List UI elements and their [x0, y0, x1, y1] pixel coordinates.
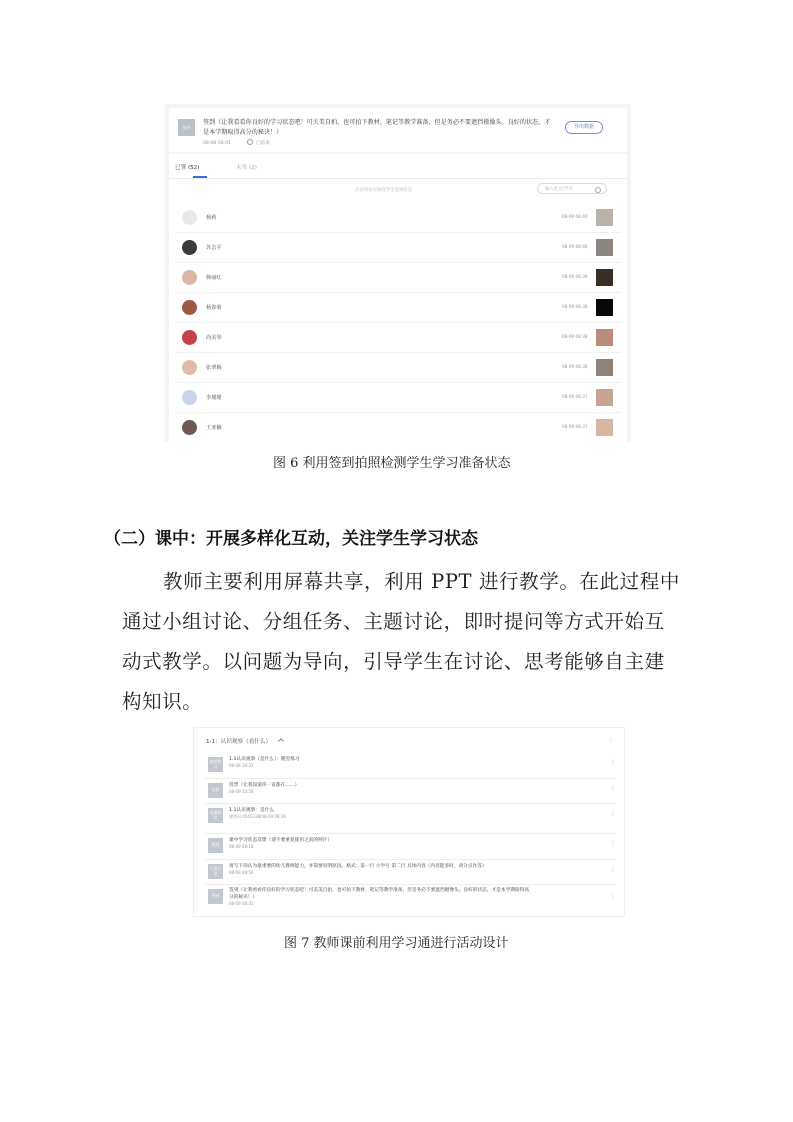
- signin-time: 08-09 08:38: [562, 304, 588, 309]
- more-icon[interactable]: ⋮: [610, 893, 616, 900]
- student-row[interactable]: [169, 323, 627, 353]
- student-row[interactable]: [169, 383, 627, 413]
- list-hint: 点击列表可修改学生签到状态: [355, 188, 413, 193]
- student-avatar: [182, 330, 197, 345]
- activity-item[interactable]: [194, 803, 625, 833]
- signin-time: 08-09 08:37: [562, 394, 588, 399]
- activity-title: 请写下你认为最重要的幼儿教师能力，并简要说明原因。格式：第一行 小学号 第二行 具体内容（内容能多时，请分点作答）: [229, 864, 487, 869]
- signin-photo[interactable]: [596, 359, 613, 376]
- student-name: 韩丽红: [206, 275, 222, 281]
- export-data-button[interactable]: 导出数据: [565, 121, 603, 134]
- activity-title: 1.1认识观察（是什么）：随堂练习: [229, 757, 300, 762]
- signin-photo[interactable]: [596, 299, 613, 316]
- signin-time: 08-09 08:39: [562, 274, 588, 279]
- more-icon[interactable]: ⋮: [610, 785, 616, 792]
- signin-time: 08-09 08:38: [562, 334, 588, 339]
- activity-time: 课堂码:4565338|08-09 08:36: [229, 814, 286, 819]
- student-row[interactable]: [169, 203, 627, 233]
- activity-time: 08-09 10:58: [229, 789, 254, 794]
- student-row[interactable]: [169, 413, 627, 442]
- student-name: 杨春菊: [206, 305, 222, 311]
- student-name: 杨莉: [206, 215, 217, 221]
- activity-type-badge: 投票: [208, 783, 223, 798]
- activity-title: 课中学习状态反馈（请不要重复使用之前的照片）: [229, 838, 333, 843]
- tab-signed[interactable]: 已签 (52): [175, 165, 200, 171]
- chevron-up-icon: [278, 738, 284, 744]
- student-avatar: [182, 210, 197, 225]
- chapter-header[interactable]: [206, 737, 283, 745]
- task-time: 08-08 08:41: [203, 141, 232, 146]
- student-name: 李瑾瑾: [206, 395, 222, 401]
- activity-item[interactable]: [194, 752, 625, 778]
- student-avatar: [182, 270, 197, 285]
- figure-6-caption: 图 6 利用签到拍照检测学生学习准备状态: [273, 456, 511, 471]
- tab-unsigned[interactable]: 未签 (2): [236, 165, 257, 171]
- search-icon: [595, 187, 601, 193]
- student-row[interactable]: [169, 233, 627, 263]
- more-icon[interactable]: ⋮: [610, 810, 616, 817]
- clock-icon: [247, 139, 253, 145]
- student-avatar: [182, 240, 197, 255]
- signin-photo[interactable]: [596, 239, 613, 256]
- activity-type-badge: 签到: [208, 838, 223, 853]
- activity-time: 08-09 08:18: [229, 844, 254, 849]
- student-name: 张翠梅: [206, 365, 222, 371]
- student-avatar: [182, 420, 197, 435]
- activity-title: 签到（让我看看你良好的学习状态吧！可美美自拍，也可拍下教材、笔记等教学准备，但是务必不要遮挡摄像头。良好的状态，才是本学期取得高分的秘诀！）: [229, 888, 530, 900]
- more-icon[interactable]: ⋮: [610, 840, 616, 847]
- task-meta: [203, 139, 270, 146]
- search-placeholder: 输入姓名/学号: [545, 187, 573, 192]
- signin-task-banner: [169, 108, 627, 152]
- figure-7-activity-screenshot: [193, 727, 625, 917]
- activity-title: 1.1认识观察：是什么: [229, 808, 274, 813]
- student-row[interactable]: [169, 263, 627, 293]
- signin-photo[interactable]: [596, 389, 613, 406]
- signin-list-panel: [169, 154, 627, 442]
- more-icon[interactable]: ⋮: [610, 759, 616, 766]
- tab-divider: [169, 178, 627, 179]
- activity-type-badge: 直播课堂: [208, 808, 223, 823]
- signin-time: 08-09 08:40: [562, 214, 588, 219]
- activity-type-badge: 随堂练习: [208, 757, 223, 772]
- student-name: 苏志平: [206, 245, 222, 251]
- activity-type-badge: 主题讨论: [208, 864, 223, 879]
- figure-7-caption: 图 7 教师课前利用学习通进行活动设计: [284, 936, 509, 951]
- chapter-title: 1-1：认识观察（看什么）: [206, 739, 272, 745]
- activity-item[interactable]: [194, 859, 625, 884]
- signin-photo[interactable]: [596, 269, 613, 286]
- student-row[interactable]: [169, 353, 627, 383]
- signin-time: 08-09 08:37: [562, 424, 588, 429]
- more-icon[interactable]: ⋮: [608, 737, 614, 744]
- student-avatar: [182, 300, 197, 315]
- activity-type-badge: 签到: [208, 889, 223, 904]
- student-name: 王亚楠: [206, 425, 222, 431]
- signin-photo[interactable]: [596, 329, 613, 346]
- student-avatar: [182, 360, 197, 375]
- student-avatar: [182, 390, 197, 405]
- activity-item[interactable]: [194, 833, 625, 859]
- signin-time: 08-09 08:38: [562, 364, 588, 369]
- signin-photo[interactable]: [596, 209, 613, 226]
- task-title: 签到（让我看看你良好的学习状态吧！可关美自拍，也可拍下教材、笔记等教学准备，但是务必不要遮挡摄像头。良好的状态，才是本学期取得高分的秘诀！）: [203, 119, 551, 136]
- paragraph-line-3: 动式教学。以问题为导向，引导学生在讨论、思考能够自主建: [122, 650, 665, 673]
- paragraph-line-1: 教师主要利用屏幕共享，利用 PPT 进行教学。在此过程中: [163, 570, 680, 593]
- activity-time: 08-08 16:32: [229, 763, 254, 768]
- student-row[interactable]: [169, 293, 627, 323]
- student-search-input[interactable]: [537, 183, 607, 194]
- section-heading: （二）课中：开展多样化互动，关注学生学习状态: [104, 529, 478, 549]
- paragraph-line-2: 通过小组讨论、分组任务、主题讨论，即时提问等方式开始互: [122, 610, 665, 633]
- task-type-tag: 签到: [178, 119, 195, 136]
- activity-item[interactable]: [194, 778, 625, 803]
- paragraph-line-4: 构知识。: [122, 690, 203, 713]
- activity-time: 08-09 08:54: [229, 870, 254, 875]
- task-status: 已结束: [256, 141, 270, 146]
- student-name: 尚美琴: [206, 335, 222, 341]
- signin-time: 08-09 08:40: [562, 244, 588, 249]
- activity-title: 投票（让我知道你一直都在……）: [229, 783, 300, 788]
- activity-item[interactable]: [194, 884, 625, 915]
- activity-time: 08-09 08:31: [229, 901, 254, 906]
- signin-photo[interactable]: [596, 419, 613, 436]
- more-icon[interactable]: ⋮: [610, 866, 616, 873]
- figure-6-signin-screenshot: [165, 104, 631, 442]
